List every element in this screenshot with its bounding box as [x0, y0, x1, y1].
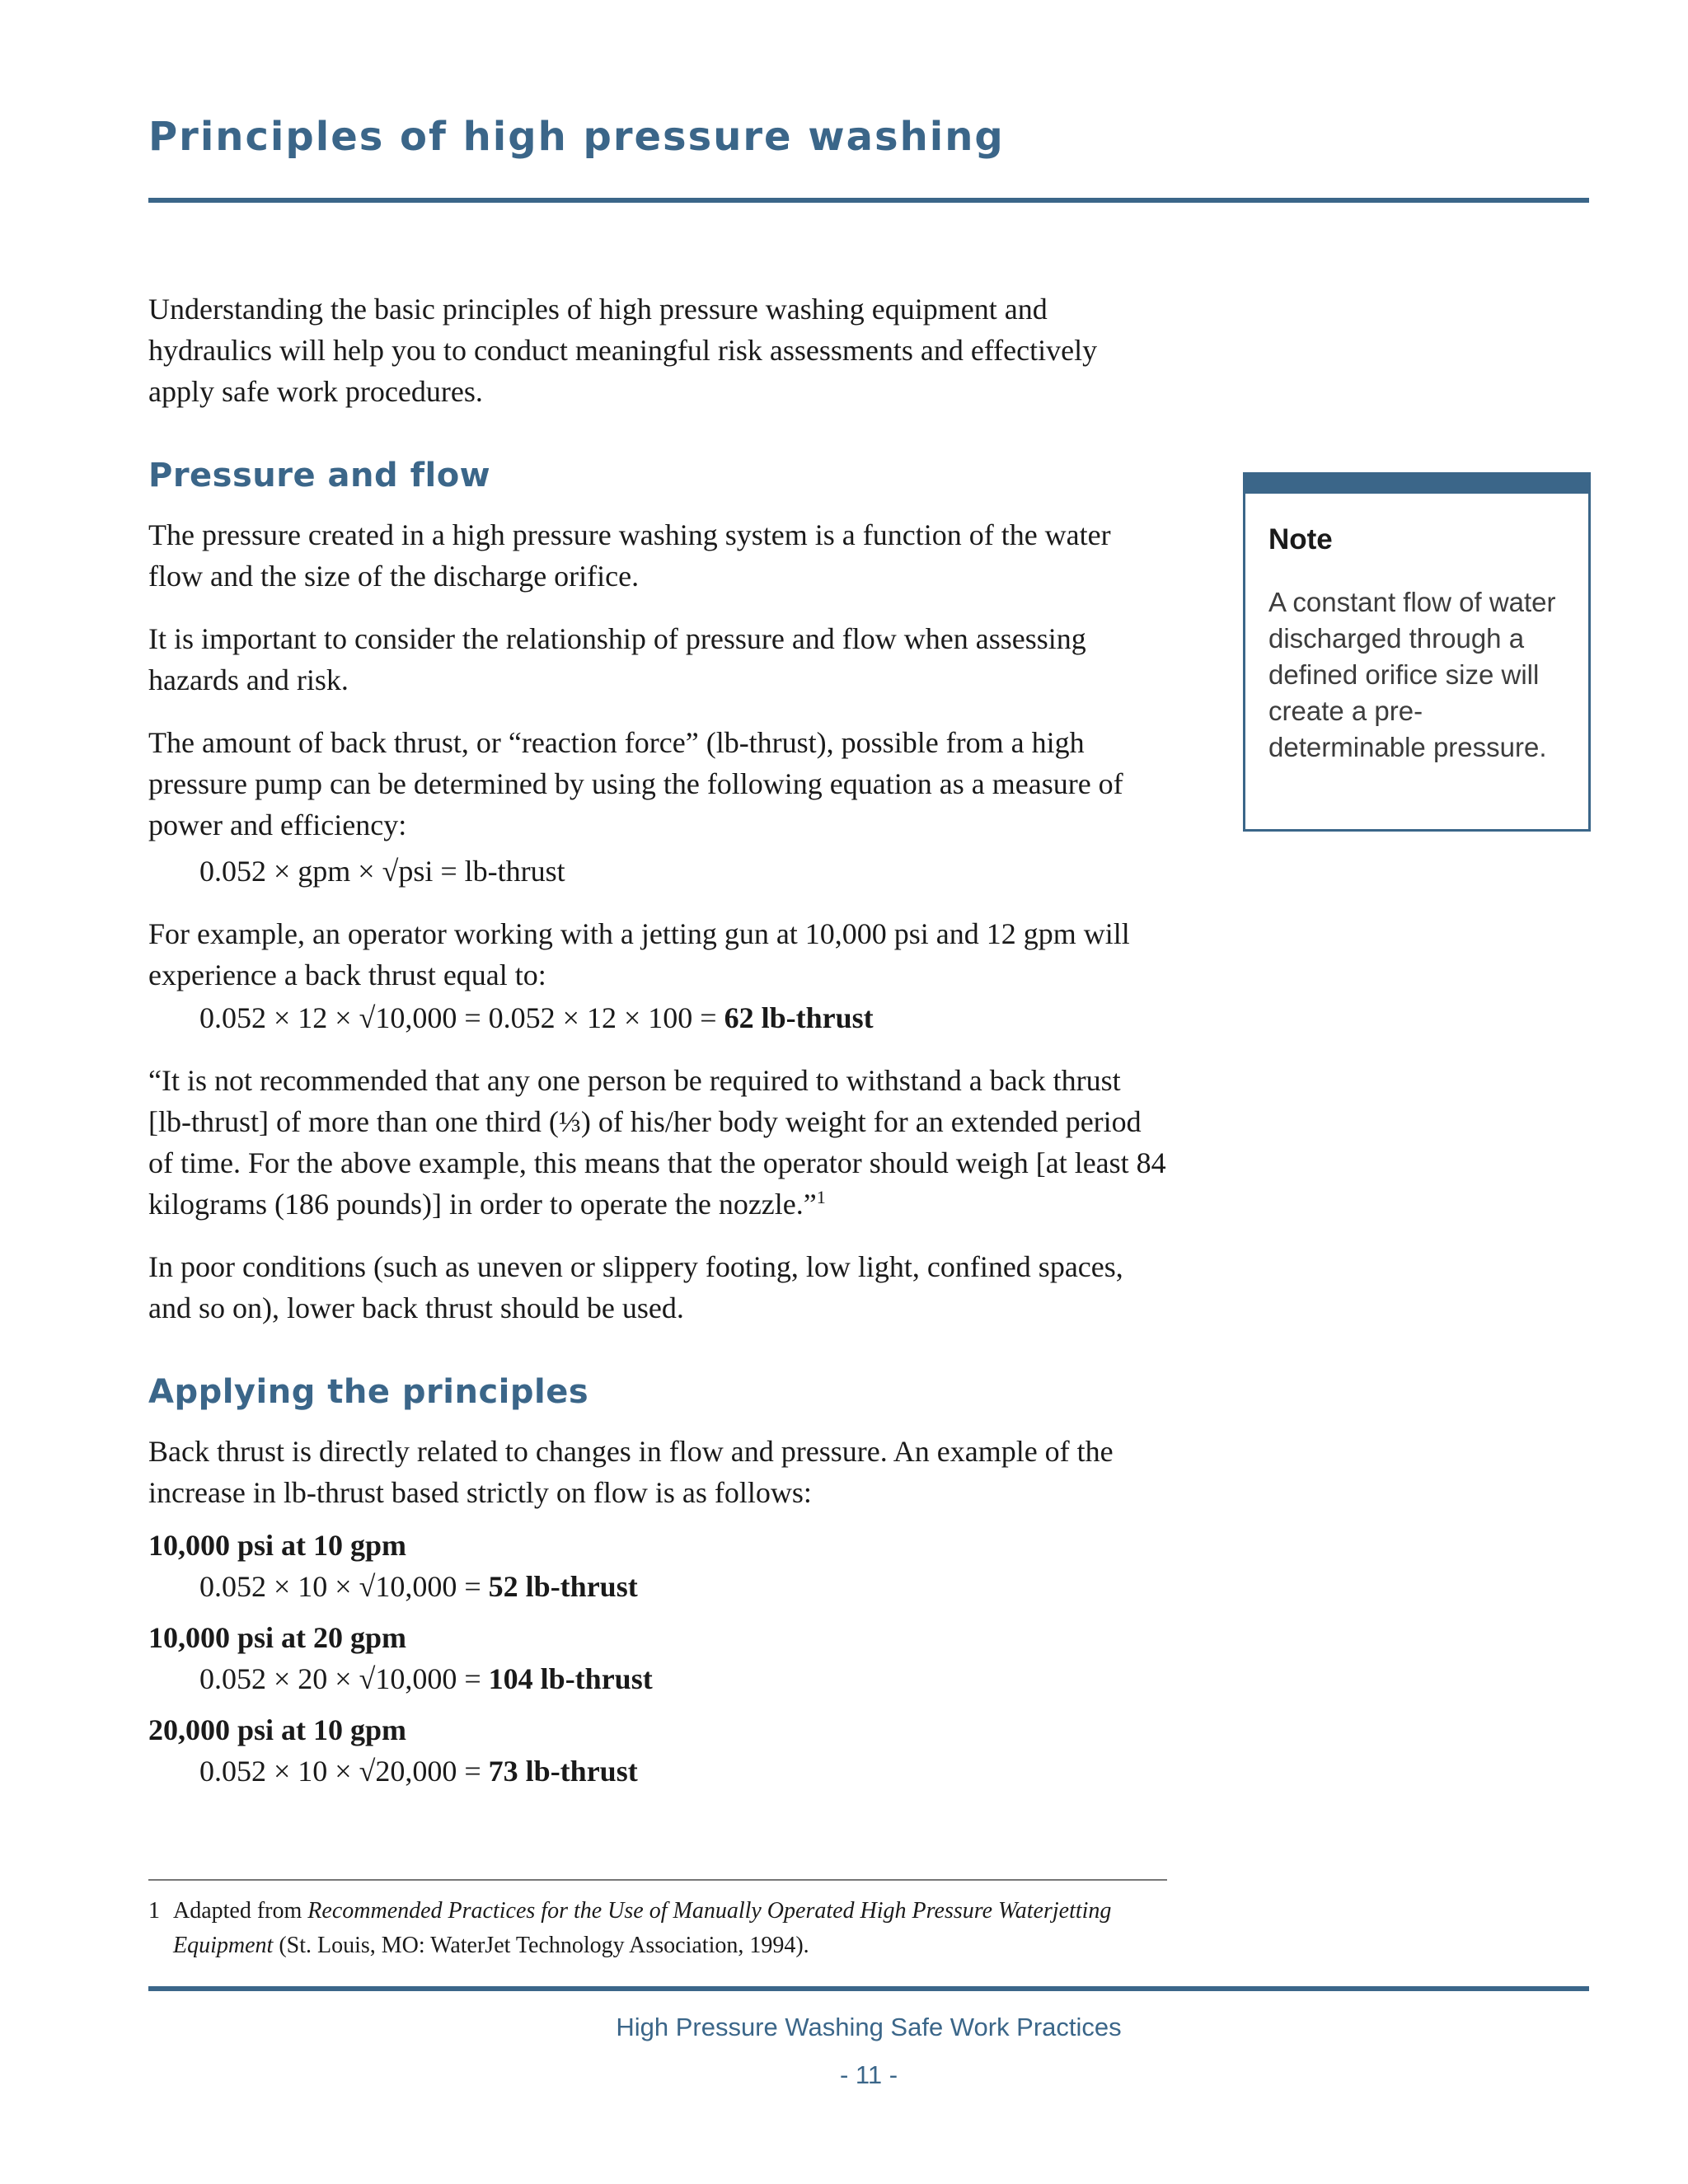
case-equation [148, 1658, 1170, 1699]
note-title: Note [1268, 523, 1333, 555]
page-number: - 11 - [839, 2060, 898, 2089]
example-result: 62 lb-thrust [724, 1001, 874, 1034]
footnote-number: 1 [148, 1898, 160, 1924]
quote-paragraph [148, 1060, 1170, 1225]
case-heading: 10,000 psi at 20 gpm [148, 1621, 407, 1654]
case-heading: 20,000 psi at 10 gpm [148, 1713, 407, 1746]
case-result: 73 lb-thrust [488, 1755, 638, 1788]
intro-paragraph: Understanding the basic principles of high pressure washing equipment and hydraulics will help you to conduct meaningful risk assessments and effectively apply safe work procedures. [148, 293, 1098, 408]
paragraph-example: For example, an operator working with a jetting gun at 10,000 psi and 12 gpm will experience a back thrust equal to: [148, 917, 1130, 991]
case-equation-text: 0.052 × 10 × √20,000 = [199, 1755, 489, 1788]
case-equation [148, 1566, 1170, 1607]
example-equation-text: 0.052 × 12 × √10,000 = 0.052 × 12 × 100 = [199, 1001, 724, 1034]
footnote-reference: 1 [816, 1187, 826, 1207]
paragraph-applying: Back thrust is directly related to changes in flow and pressure. An example of the increase in lb-thrust based strictly on flow is as follows: [148, 1435, 1114, 1509]
header-rule [148, 198, 1589, 203]
case-equation-text: 0.052 × 20 × √10,000 = [199, 1662, 489, 1695]
footer-rule [148, 1986, 1589, 1991]
case-result: 52 lb-thrust [488, 1570, 638, 1603]
main-content [148, 288, 1170, 1802]
equation-lb-thrust: 0.052 × gpm × √psi = lb-thrust [199, 855, 565, 888]
paragraph-pressure-function: The pressure created in a high pressure washing system is a function of the water flow and the size of the discharge orifice. [148, 518, 1111, 593]
section-heading-pressure-flow: Pressure and flow [148, 457, 491, 494]
footnote-source-title: Recommended Practices for the Use of Manually Operated High Pressure Waterjetting Equipment [173, 1898, 1112, 1958]
section-heading-applying: Applying the principles [148, 1373, 589, 1411]
footnote-text [148, 1894, 1170, 1963]
footer-title: High Pressure Washing Safe Work Practices [616, 2013, 1122, 2041]
case-equation [148, 1750, 1170, 1792]
quote-text: “It is not recommended that any one person be required to withstand a back thrust [lb-thrust] of more than one third (⅓) of his/her body weight for an extended period of time. For the above example, this means that the operator should weigh [at least 84 kilograms (186 pounds)] in order to operate the nozzle.” [148, 1064, 1166, 1221]
paragraph-back-thrust: The amount of back thrust, or “reaction force” (lb-thrust), possible from a high pressure pump can be determined by using the following equation as a measure of power and efficiency: [148, 726, 1123, 841]
case-heading: 10,000 psi at 10 gpm [148, 1529, 407, 1562]
paragraph-relationship: It is important to consider the relationship of pressure and flow when assessing hazards and risk. [148, 622, 1086, 696]
footnote-prefix: Adapted from [173, 1898, 308, 1924]
footnote-suffix: (St. Louis, MO: WaterJet Technology Association, 1994). [273, 1933, 809, 1958]
example-equation [148, 997, 1170, 1038]
page-title: Principles of high pressure washing [148, 114, 1005, 160]
footnote-rule [148, 1879, 1167, 1881]
footnote [148, 1894, 1170, 1963]
case-result: 104 lb-thrust [488, 1662, 653, 1695]
paragraph-poor-conditions: In poor conditions (such as uneven or slippery footing, low light, confined spaces, and so on), lower back thrust should be used. [148, 1250, 1123, 1324]
case-list [148, 1525, 1170, 1792]
case-equation-text: 0.052 × 10 × √10,000 = [199, 1570, 489, 1603]
note-box [1243, 472, 1591, 832]
note-text: A constant flow of water discharged through a defined orifice size will create a pre-determinable pressure. [1268, 587, 1556, 762]
